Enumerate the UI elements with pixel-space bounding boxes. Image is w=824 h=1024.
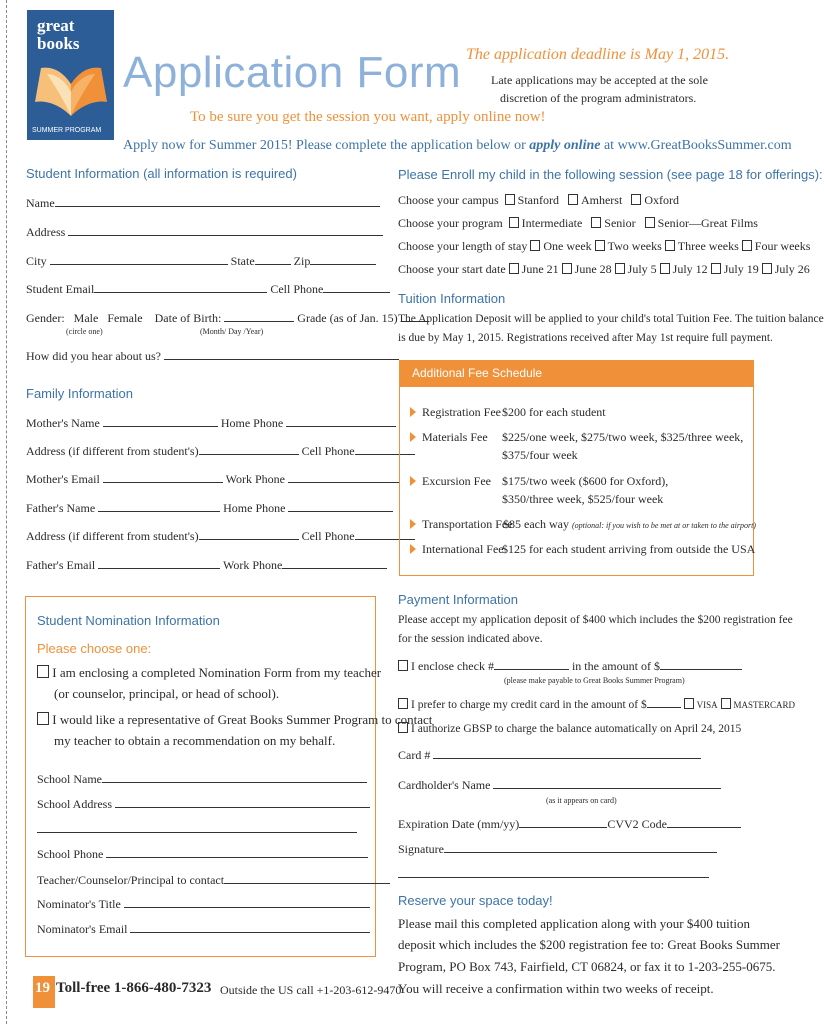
hear-row [26,349,399,364]
cvv-label: CVV2 Code [607,817,667,831]
tuition-heading: Tuition Information [398,291,506,306]
name-field[interactable] [55,196,380,207]
expiry-field[interactable] [519,817,607,828]
cut-line [6,0,7,1024]
mother-address-field[interactable] [199,444,299,455]
nominator-email-row [37,922,370,937]
fee-international: International Fee [410,542,504,557]
start-july-19[interactable]: July 19 [711,262,759,276]
mother-email-field[interactable] [103,472,223,483]
school-address-field[interactable] [115,797,370,808]
logo [27,10,114,140]
card-row [398,748,701,763]
circle-hint: (circle one) [66,327,103,336]
father-name-field[interactable] [98,501,220,512]
hear-label: How did you hear about us? [26,349,161,363]
hear-field[interactable] [164,349,399,360]
tollfree: Toll-free 1-866-480-7323 [56,980,212,996]
nomination-option-1-text: I am enclosing a completed Nomination Form from my teacher [52,665,382,680]
school-phone-field[interactable] [106,847,368,858]
length-label: Choose your length of stay [398,239,528,253]
signature-label: Signature [398,842,444,856]
program-senior[interactable]: Senior [591,216,635,230]
tagline: To be sure you get the session you want, apply online now! [190,109,546,125]
deadline: The application deadline is May 1, 2015. [466,46,730,63]
expiry-row [398,817,741,832]
bullet-icon [410,544,416,554]
mastercard-option[interactable]: MASTERCARD [721,700,796,710]
reserve-line-4: You will receive a confirmation within two weeks of receipt. [398,981,714,996]
charge-row [398,697,795,711]
father-address-label: Address (if different from student's) [26,529,199,543]
choose-one: Please choose one: [37,641,152,656]
school-address-line2 [37,822,357,837]
mother-email-row [26,472,400,487]
reserve-line-3: Program, PO Box 743, Fairfield, CT 06824, or fax it to 1-203-255-0675. [398,959,776,974]
male-option[interactable]: Male [73,311,99,325]
logo-line2: books [37,34,80,53]
charge-label: I prefer to charge my credit card in the amount of $ [411,699,647,711]
address-field[interactable] [68,225,383,236]
campus-label: Choose your campus [398,193,499,207]
zip-field[interactable] [310,254,376,265]
school-address-row [37,797,370,812]
father-work-phone-label: Work Phone [222,558,283,572]
gender-label: Gender: [26,311,65,325]
dob-hint: (Month/ Day /Year) [200,327,264,336]
apply-online-link[interactable]: apply online [529,138,601,153]
expiry-label: Expiration Date (mm/yy) [398,817,520,831]
authorize-checkbox[interactable] [398,722,408,733]
name-label: Name [26,196,55,210]
email-label: Student Email [26,282,95,296]
father-email-label: Father's Email [26,558,96,572]
authorize-row [398,722,741,735]
check-amount-field[interactable] [660,659,742,670]
fee-transportation-amount: $85 each way (optional: if you wish to be met at or taken to the airport) [503,517,756,531]
school-address-label: School Address [37,797,112,811]
check-number-field[interactable] [494,659,569,670]
length-four-weeks[interactable]: Four weeks [742,239,811,253]
length-two-weeks[interactable]: Two weeks [595,239,662,253]
mother-email-label: Mother's Email [26,472,100,486]
bullet-icon [410,476,416,486]
start-row [398,262,810,277]
fee-schedule-heading: Additional Fee Schedule [412,366,543,380]
mother-name-row [26,416,396,431]
nominator-email-field[interactable] [130,922,370,933]
father-cell-label: Cell Phone [301,529,355,543]
nomination-option-2 [37,712,432,728]
logo-line1: great [37,16,75,35]
apply-pre: Apply now for Summer 2015! Please complete the application below or [123,138,530,153]
late-note-1: Late applications may be accepted at the sole [491,73,708,87]
as-on-card: (as it appears on card) [546,796,617,805]
father-address-row [26,529,415,544]
gender-row [26,311,429,326]
check-checkbox[interactable] [398,660,408,671]
dob-label: Date of Birth: [154,311,222,325]
campus-amherst[interactable]: Amherst [568,193,622,207]
school-address-field-2[interactable] [37,822,357,833]
apply-post: at www.GreatBooksSummer.com [600,138,792,153]
father-email-row [26,558,387,573]
late-note-2: discretion of the program administrators. [500,91,697,105]
father-email-field[interactable] [98,558,220,569]
payment-heading: Payment Information [398,592,518,607]
address-row [26,225,383,240]
email-field[interactable] [94,282,267,293]
length-row [398,239,810,254]
fee-international-amount: $125 for each student arriving from outside the USA [502,542,756,556]
signature-line-2 [398,867,709,882]
fee-registration-amount: $200 for each student [502,405,606,419]
nomination-heading: Student Nomination Information [37,613,220,628]
enroll-heading: Please Enroll my child in the following session (see page 18 for offerings): [398,167,823,182]
mother-name-field[interactable] [103,416,218,427]
city-label: City [26,254,47,268]
start-july-12[interactable]: July 12 [660,262,708,276]
fee-materials: Materials Fee [410,430,488,445]
school-name-label: School Name [37,772,102,786]
school-phone-label: School Phone [37,847,104,861]
outside-us: Outside the US call +1-203-612-9470 [220,983,402,997]
mother-cell-label: Cell Phone [301,444,355,458]
mother-home-phone-label: Home Phone [220,416,284,430]
mother-name-label: Mother's Name [26,416,100,430]
father-address-field[interactable] [199,529,299,540]
program-great-films[interactable]: Senior—Great Films [645,216,758,230]
nomination-option-1 [37,665,381,681]
nomination-option-1b: (or counselor, principal, or head of school). [54,686,280,701]
mother-address-label: Address (if different from student's) [26,444,199,458]
mother-address-row [26,444,415,459]
signature-field[interactable] [444,842,717,853]
father-name-row [26,501,393,516]
page-number: 19 [33,976,55,1008]
student-heading: Student Information (all information is required) [26,166,297,181]
reserve-heading: Reserve your space today! [398,893,553,908]
name-row [26,196,380,211]
holder-label: Cardholder's Name [398,778,491,792]
reserve-line-1: Please mail this completed application along with your $400 tuition [398,916,751,931]
father-work-phone-field[interactable] [282,558,387,569]
contact-field[interactable] [224,873,390,884]
page-title: Application Form [123,48,462,97]
length-three-weeks[interactable]: Three weeks [665,239,739,253]
nominator-title-field[interactable] [124,897,370,908]
bullet-icon [410,519,416,529]
state-label: State [230,254,255,268]
fee-materials-amount-2: $375/four week [502,448,578,462]
length-one-week[interactable]: One week [530,239,591,253]
card-number-field[interactable] [433,748,701,759]
nomination-option-2-checkbox[interactable] [37,712,49,725]
father-name-label: Father's Name [26,501,96,515]
contact-row [37,873,390,888]
fee-excursion-amount-2: $350/three week, $525/four week [502,492,664,506]
check-label: I enclose check # [411,659,494,673]
fee-transportation: Transportation Fee [410,517,513,532]
father-home-phone-label: Home Phone [223,501,286,515]
card-label: Card # [398,748,431,762]
city-field[interactable] [50,254,228,265]
female-option[interactable]: Female [107,311,143,325]
fee-excursion: Excursion Fee [410,474,491,489]
payable-note: (please make payable to Great Books Summer Program) [504,676,685,685]
cell-field[interactable] [323,282,390,293]
cvv-field[interactable] [667,817,741,828]
signature-field-2[interactable] [398,867,709,878]
tuition-text-2: is due by May 1, 2015. Registrations received after May 1st require full payment. [398,332,773,344]
bullet-icon [410,407,416,417]
email-row [26,282,390,297]
transportation-note: (optional: if you wish to be met at or taken to the airport) [571,521,756,530]
holder-field[interactable] [493,778,721,789]
check-amount-label: in the amount of $ [571,659,660,673]
zip-label: Zip [293,254,311,268]
mother-work-phone-label: Work Phone [225,472,285,486]
bullet-icon [410,432,416,442]
campus-oxford[interactable]: Oxford [631,193,679,207]
charge-checkbox[interactable] [398,698,408,709]
dob-field[interactable] [224,311,294,322]
program-row [398,216,758,231]
nominator-email-label: Nominator's Email [37,922,128,936]
school-phone-row [37,847,368,862]
program-intermediate[interactable]: Intermediate [509,216,583,230]
apply-line [123,138,792,154]
open-book-icon [33,56,109,122]
nominator-title-row [37,897,370,912]
start-june-21[interactable]: June 21 [509,262,559,276]
start-june-28[interactable]: June 28 [562,262,612,276]
family-heading: Family Information [26,386,133,401]
payment-text-2: for the session indicated above. [398,633,543,645]
check-row [398,659,742,674]
nomination-option-2-text: I would like a representative of Great Books Summer Program to contact [52,712,433,727]
fee-registration: Registration Fee [410,405,501,420]
address-label: Address [26,225,66,239]
father-home-phone-field[interactable] [288,501,393,512]
nomination-option-1-checkbox[interactable] [37,665,49,678]
school-name-field[interactable] [102,772,367,783]
state-field[interactable] [255,254,291,265]
payment-text-1: Please accept my application deposit of $400 which includes the $200 registration fee [398,614,793,626]
logo-sub: SUMMER PROGRAM [32,127,102,134]
campus-row [398,193,679,208]
start-label: Choose your start date [398,262,506,276]
start-july-26[interactable]: July 26 [762,262,810,276]
contact-label: Teacher/Counselor/Principal to contact [37,873,225,887]
mother-home-phone-field[interactable] [286,416,396,427]
tuition-text-1: The Application Deposit will be applied to your child's total Tuition Fee. The tuition balance [398,313,824,325]
program-label: Choose your program [398,216,503,230]
authorize-label: I authorize GBSP to charge the balance automatically on April 24, 2015 [411,723,742,735]
school-name-row [37,772,367,787]
start-july-5[interactable]: July 5 [615,262,657,276]
visa-option[interactable]: VISA [684,700,718,710]
nominator-title-label: Nominator's Title [37,897,121,911]
holder-row [398,778,721,793]
charge-amount-field[interactable] [647,697,681,708]
signature-row [398,842,717,857]
fee-materials-amount: $225/one week, $275/two week, $325/three week, [502,430,744,444]
city-row [26,254,376,269]
grade-label: Grade (as of Jan. 15) [297,311,398,325]
fee-excursion-amount: $175/two week ($600 for Oxford), [502,474,669,488]
nomination-option-2b: my teacher to obtain a recommendation on my behalf. [54,733,336,748]
cell-label: Cell Phone [270,282,324,296]
campus-stanford[interactable]: Stanford [505,193,559,207]
mother-work-phone-field[interactable] [288,472,400,483]
reserve-line-2: deposit which includes the $200 registration fee to: Great Books Summer [398,937,780,952]
